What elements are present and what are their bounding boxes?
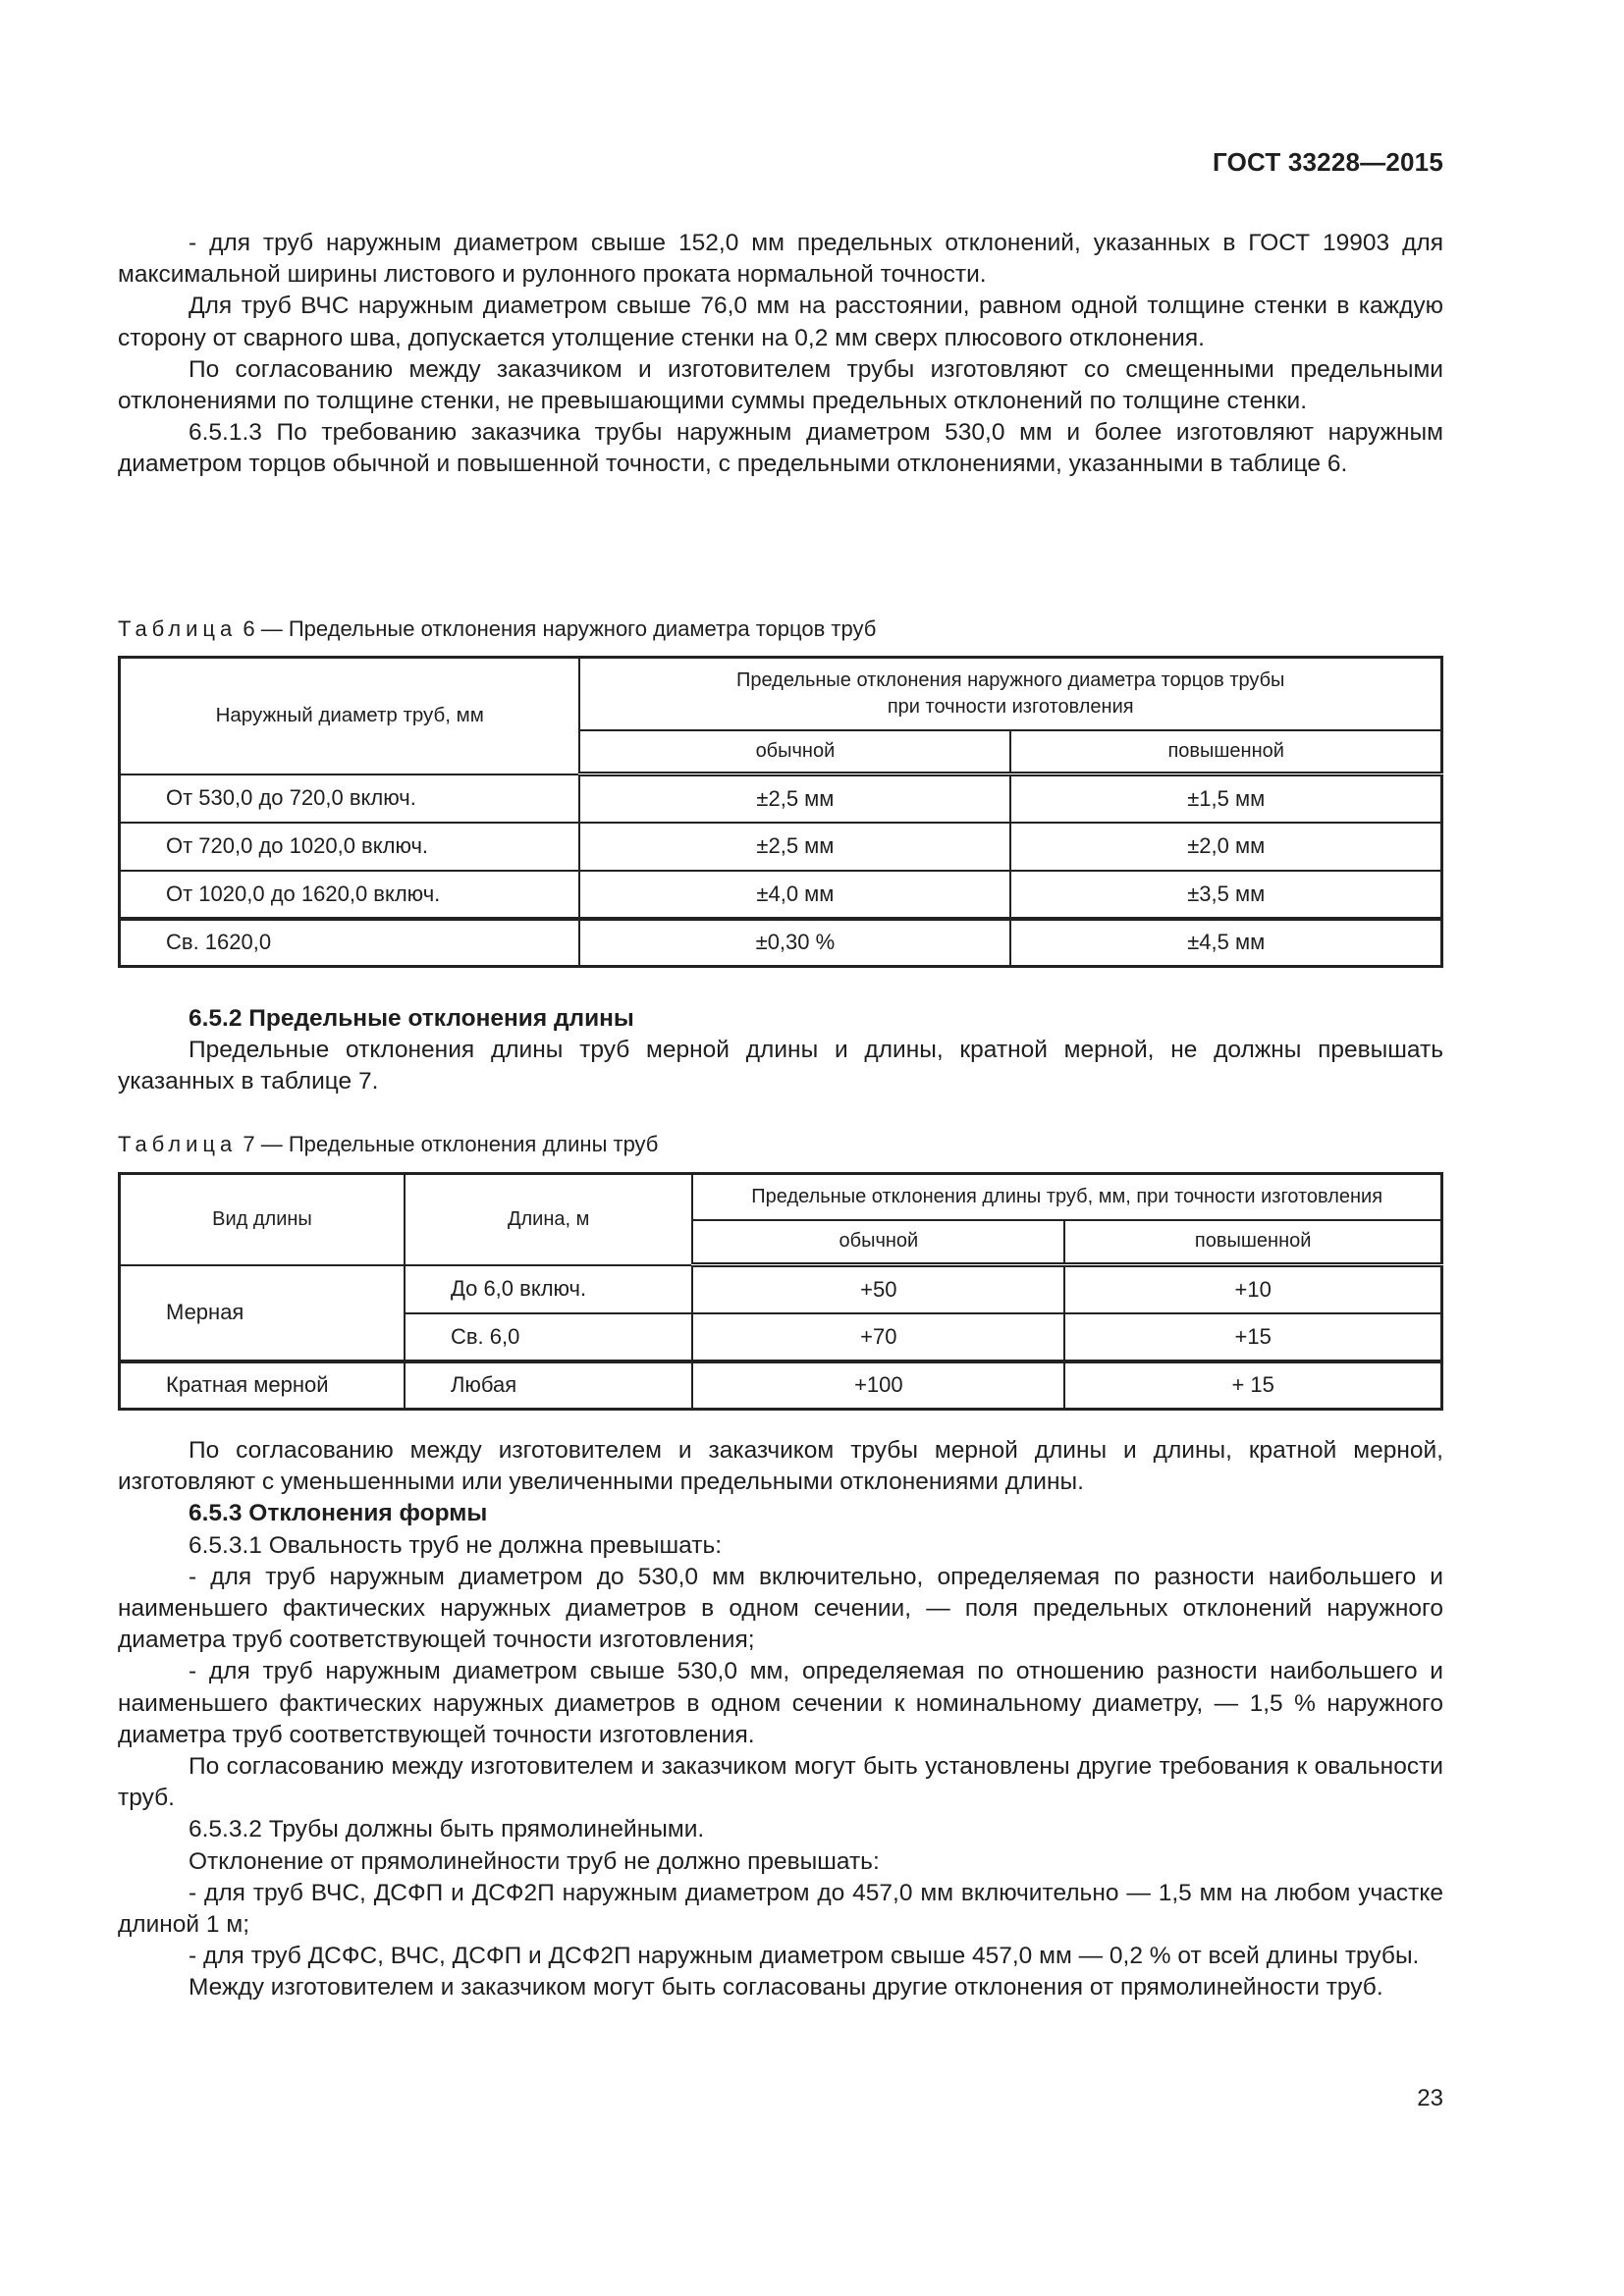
table7-caption-label: Таблица — [118, 1132, 238, 1156]
paragraph-diameter-152: - для труб наружным диаметром свыше 152,0 мм предельных отклонений, указанных в ГОСТ 19903 для максимальной ширины листового и рулонного проката нормальной точности. — [118, 230, 1443, 289]
paragraph-ovality-agreement: По согласованию между изготовителем и заказчиком могут быть установлены другие требования к овальности труб. — [118, 1753, 1443, 1812]
table7-high: +15 — [1064, 1313, 1441, 1362]
table7 — [118, 1172, 1443, 1411]
table6-head-diameter: Наружный диаметр труб, мм — [120, 658, 580, 774]
section-652-heading: 6.5.2 Предельные отклонения длины — [189, 1005, 634, 1032]
table6 — [118, 656, 1443, 968]
table7-head-length: Длина, м — [405, 1174, 692, 1265]
table6-caption — [118, 614, 1443, 644]
document-standard-header: ГОСТ 33228—2015 — [1213, 147, 1443, 177]
table7-caption-text: 7 — Предельные отклонения длины труб — [237, 1132, 659, 1156]
table7-high: + 15 — [1064, 1362, 1441, 1410]
table6-normal: ±2,5 мм — [579, 774, 1010, 823]
table6-high: ±2,0 мм — [1010, 823, 1441, 871]
top-paragraphs — [118, 228, 1443, 481]
table7-normal: +50 — [692, 1265, 1064, 1313]
paragraph-straightness-457: - для труб ВЧС, ДСФП и ДСФ2П наружным диаметром до 457,0 мм включительно — 1,5 мм на любом участке длиной 1 м; — [118, 1879, 1443, 1939]
table7-length: Св. 6,0 — [405, 1313, 692, 1362]
paragraph-shifted-deviations: По согласованию между заказчиком и изготовителем трубы изготовляют со смещенными предельными отклонениями по толщине стенки, не превышающими суммы предельных отклонений по толщине стенки. — [118, 355, 1443, 415]
paragraph-ovality-over-530: - для труб наружным диаметром свыше 530,0 мм, определяемая по отношению разности наибольшего и наименьшего фактических наружных диаметров в одном сечении к номинальному диаметру, — 1,5 % наружного диаметра труб соответствующей точности изготовления. — [118, 1658, 1443, 1748]
table-row — [120, 774, 1442, 823]
table6-block — [118, 614, 1443, 968]
table6-high: ±1,5 мм — [1010, 774, 1441, 823]
paragraph-6531: 6.5.3.1 Овальность труб не должна превышать: — [189, 1531, 723, 1559]
table6-head-group-line2: при точности изготовления — [887, 695, 1134, 718]
paragraph-length-agreement: По согласованию между изготовителем и заказчиком трубы мерной длины и длины, кратной мерной, изготовляют с уменьшенными или увеличенными предельными отклонениями длины. — [118, 1437, 1443, 1496]
table6-head-group — [579, 658, 1441, 730]
table-row — [120, 1362, 1442, 1410]
table6-normal: ±2,5 мм — [579, 823, 1010, 871]
table6-caption-label: Таблица — [118, 616, 238, 641]
section-652-text: Предельные отклонения длины труб мерной длины и длины, кратной мерной, не должны превышать указанных в таблице 7. — [118, 1037, 1443, 1095]
table-row — [120, 1265, 1442, 1313]
table7-head-high: повышенной — [1064, 1220, 1441, 1265]
paragraph-6513: 6.5.1.3 По требованию заказчика трубы наружным диаметром 530,0 мм и более изготовляют наружным диаметром торцов обычной и повышенной точности, с предельными отклонениями, указанными в таблице 6. — [118, 419, 1443, 478]
table6-normal: ±4,0 мм — [579, 871, 1010, 919]
table7-length: До 6,0 включ. — [405, 1265, 692, 1313]
table7-head-kind: Вид длины — [120, 1174, 405, 1265]
table7-normal: +100 — [692, 1362, 1064, 1410]
paragraph-6532: 6.5.3.2 Трубы должны быть прямолинейными. — [189, 1816, 705, 1843]
table6-diameter: От 720,0 до 1020,0 включ. — [120, 823, 580, 871]
table7-length: Любая — [405, 1362, 692, 1410]
table-row — [120, 871, 1442, 919]
table7-block — [118, 1130, 1443, 1411]
table7-caption — [118, 1130, 1443, 1159]
page-number: 23 — [1417, 2085, 1443, 2111]
paragraph-straightness-over-457: - для труб ДСФС, ВЧС, ДСФП и ДСФ2П наружным диаметром свыше 457,0 мм — 0,2 % от всей длины трубы. — [189, 1943, 1420, 1970]
table6-head-normal: обычной — [579, 730, 1010, 774]
paragraph-ovality-530: - для труб наружным диаметром до 530,0 мм включительно, определяемая по разности наибольшего и наименьшего фактических наружных диаметров в одном сечении, — поля предельных отклонений наружного диаметра труб соответствующей точности изготовления; — [118, 1563, 1443, 1654]
section-653-heading: 6.5.3 Отклонения формы — [189, 1500, 488, 1527]
table6-head-group-line1: Предельные отклонения наружного диаметра торцов трубы — [735, 668, 1285, 691]
table6-high: ±3,5 мм — [1010, 871, 1441, 919]
table7-high: +10 — [1064, 1265, 1441, 1313]
table6-head-high: повышенной — [1010, 730, 1441, 774]
bottom-paragraphs — [118, 1435, 1443, 2004]
table7-kind: Кратная мерной — [120, 1362, 405, 1410]
table-row — [120, 823, 1442, 871]
table6-diameter: Св. 1620,0 — [120, 919, 580, 967]
table7-normal: +70 — [692, 1313, 1064, 1362]
table6-high: ±4,5 мм — [1010, 919, 1441, 967]
paragraph-straightness-intro: Отклонение от прямолинейности труб не должно превышать: — [189, 1847, 880, 1875]
section-652 — [118, 1003, 1443, 1098]
table7-head-group: Предельные отклонения длины труб, мм, при точности изготовления — [692, 1174, 1441, 1220]
table-row — [120, 919, 1442, 967]
paragraph-vchs-thickening: Для труб ВЧС наружным диаметром свыше 76,0 мм на расстоянии, равном одной толщине стенки в каждую сторону от сварного шва, допускается утолщение стенки на 0,2 мм сверх плюсового отклонения. — [118, 293, 1443, 351]
table6-diameter: От 530,0 до 720,0 включ. — [120, 774, 580, 823]
table7-kind: Мерная — [120, 1265, 405, 1362]
table6-diameter: От 1020,0 до 1620,0 включ. — [120, 871, 580, 919]
table6-caption-text: 6 — Предельные отклонения наружного диаметра торцов труб — [237, 616, 877, 641]
table6-normal: ±0,30 % — [579, 919, 1010, 967]
paragraph-straightness-agreement: Между изготовителем и заказчиком могут быть согласованы другие отклонения от прямолинейности труб. — [189, 1974, 1383, 2002]
table7-head-normal: обычной — [692, 1220, 1064, 1265]
